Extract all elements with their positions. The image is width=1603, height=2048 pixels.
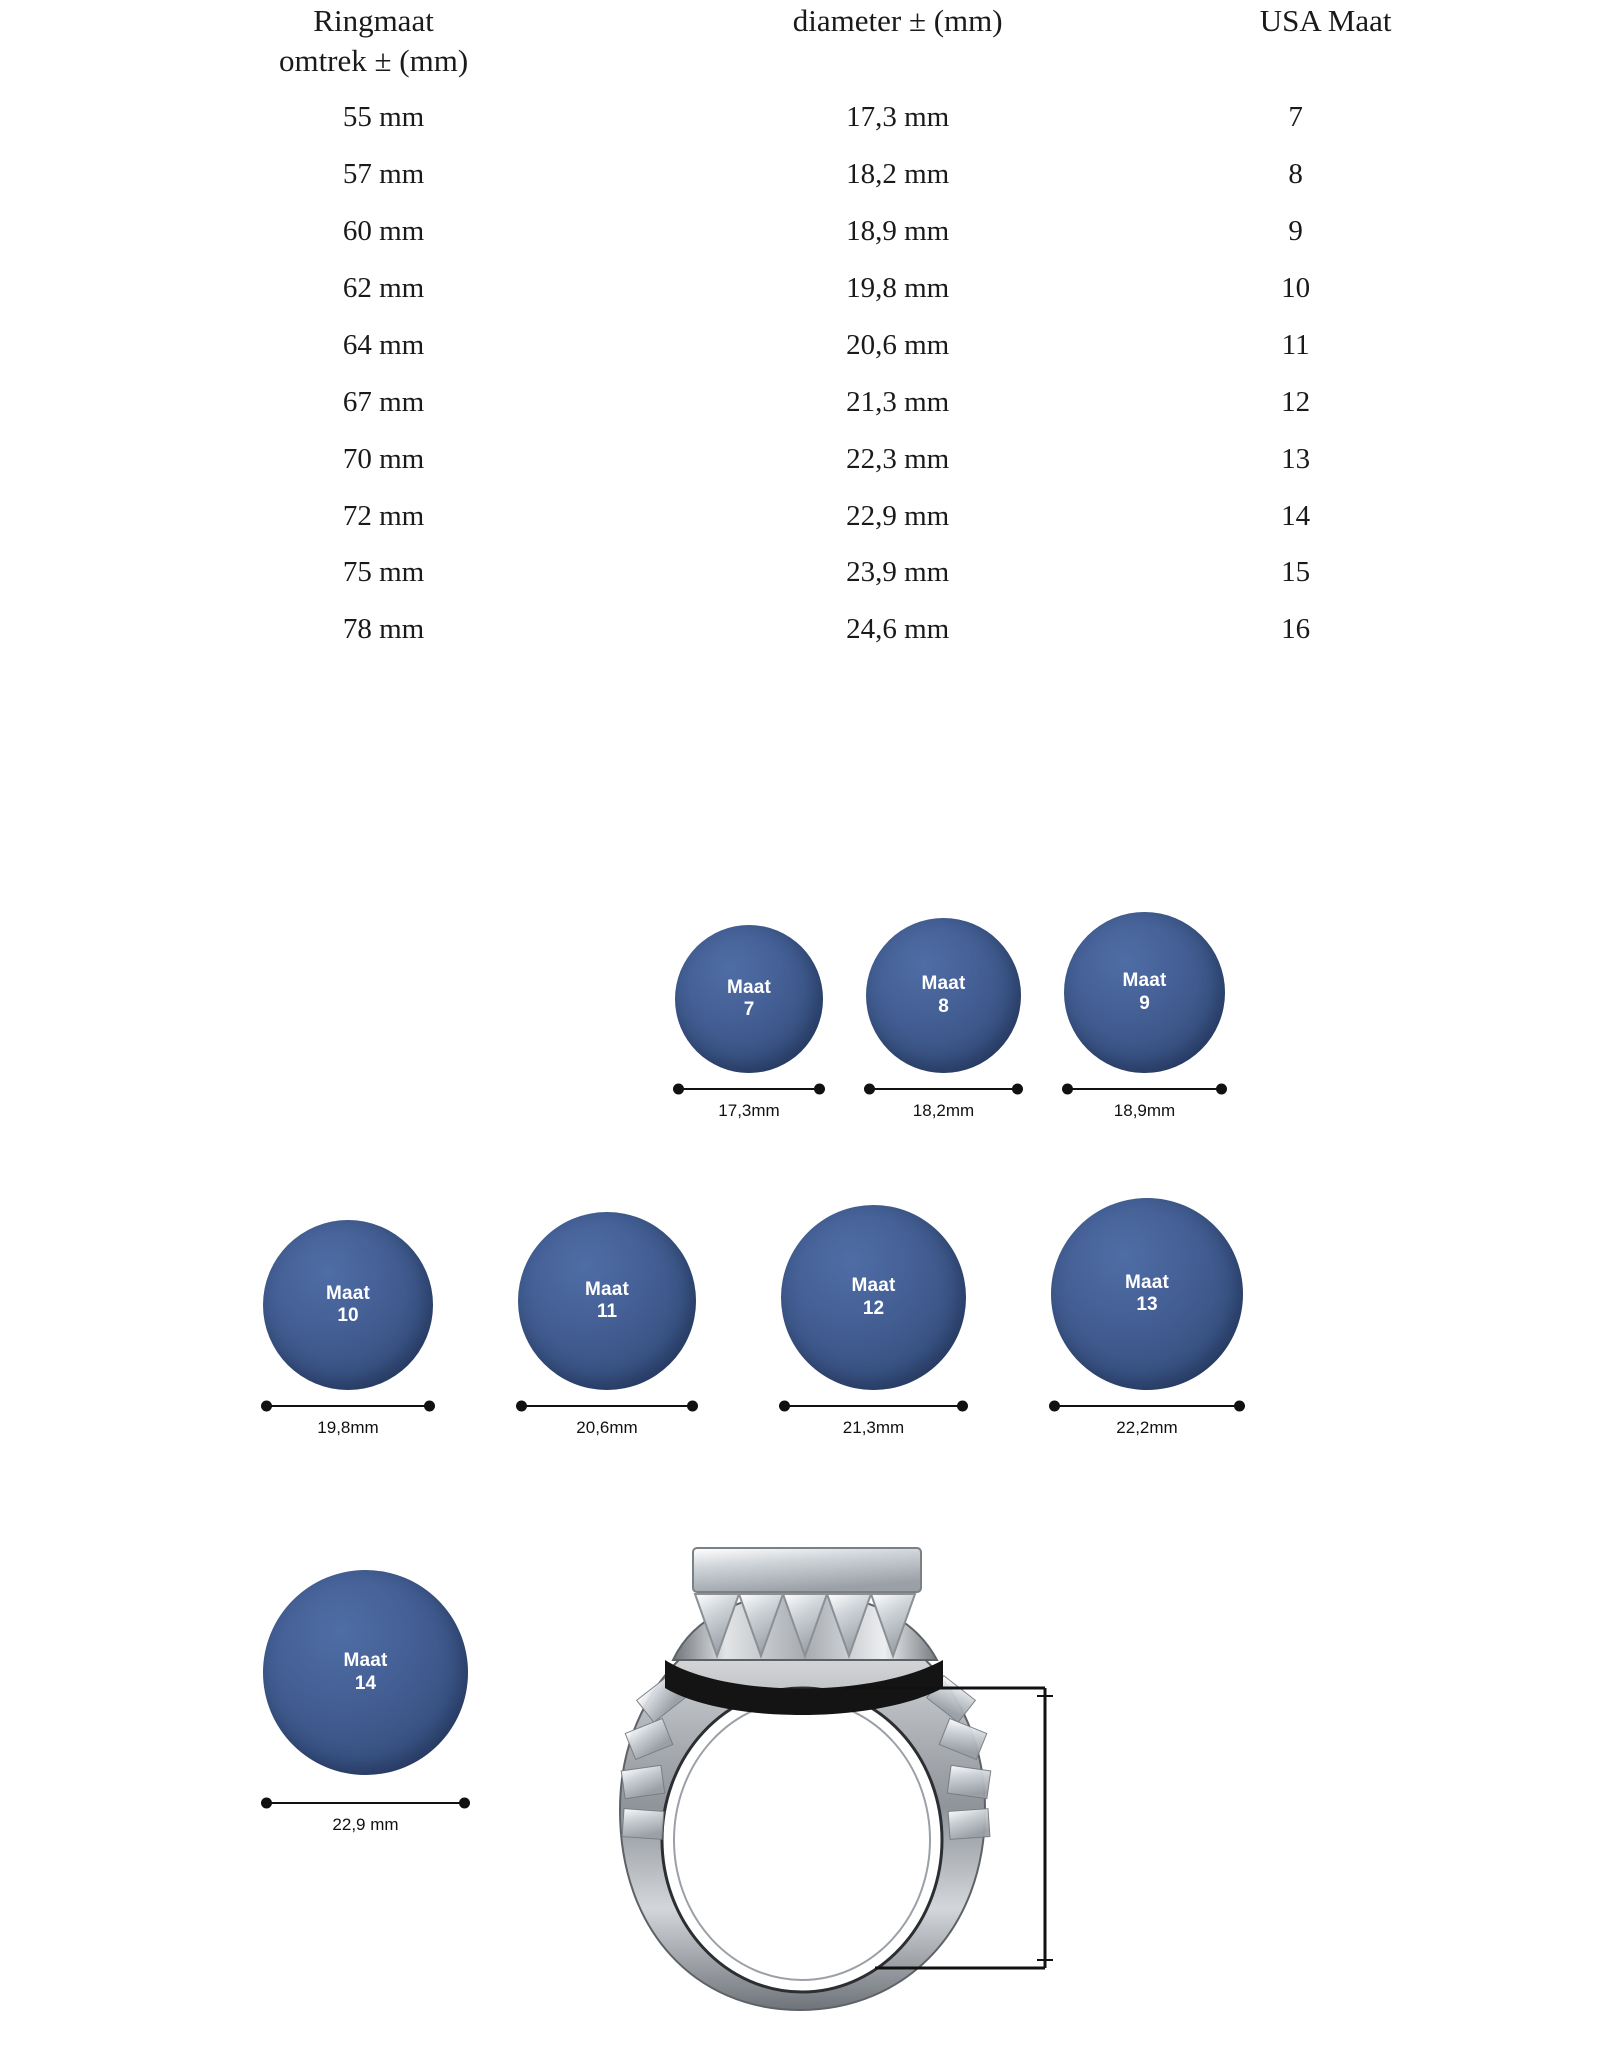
dimension-line (518, 1405, 696, 1407)
dimension-10 (263, 1400, 433, 1438)
table-header-row (112, 0, 1492, 90)
dimension-label: 22,9 mm (332, 1815, 399, 1834)
column-header-omtrek-line1: Ringmaat (313, 3, 434, 38)
size-circle-number: 12 (862, 1297, 885, 1319)
size-circle-8 (866, 918, 1021, 1073)
dimension-bar (1064, 1083, 1225, 1095)
dimension-14 (263, 1797, 468, 1835)
size-circle-label: Maat (851, 1275, 896, 1297)
size-circle-number: 14 (354, 1672, 377, 1694)
size-circle-number: 13 (1136, 1294, 1158, 1315)
circle-row-3 (263, 1570, 468, 1835)
cell-diameter: 23,9 mm (846, 556, 950, 589)
dimension-bar (866, 1083, 1021, 1095)
dimension-label: 19,8mm (317, 1418, 379, 1437)
table-row (112, 147, 1492, 204)
cell-omtrek: 75 mm (342, 556, 425, 589)
dimension-dot-left (261, 1401, 272, 1412)
dimension-line (866, 1088, 1021, 1090)
table-row (112, 375, 1492, 432)
dimension-dot-right (1234, 1401, 1245, 1412)
cell-usa: 10 (1281, 272, 1311, 305)
dimension-dot-right (459, 1798, 470, 1809)
cell-diameter: 21,3 mm (846, 385, 950, 418)
size-circle-item-9 (1064, 912, 1225, 1121)
dimension-dot-left (261, 1798, 272, 1809)
ring-illustration (545, 1510, 1065, 2030)
size-circle-label: Maat (343, 1650, 388, 1672)
size-circle-12 (781, 1205, 966, 1390)
dimension-dot-right (957, 1401, 968, 1412)
column-header-omtrek-line2: omtrek ± (mm) (278, 42, 469, 78)
dimension-bar (263, 1400, 433, 1412)
cell-usa: 13 (1281, 442, 1311, 475)
dimension-line (1064, 1088, 1225, 1090)
dimension-bar (1051, 1400, 1243, 1412)
cell-diameter: 20,6 mm (846, 328, 950, 361)
dimension-line (781, 1405, 966, 1407)
dimension-bar (518, 1400, 696, 1412)
size-circle-label: Maat (726, 976, 772, 998)
size-circle-number: 11 (596, 1301, 618, 1322)
size-circle-13 (1051, 1198, 1243, 1390)
dimension-label: 17,3mm (718, 1101, 780, 1120)
dimension-bar (675, 1083, 823, 1095)
cell-usa: 9 (1288, 215, 1303, 248)
cell-omtrek: 60 mm (342, 215, 425, 248)
dimension-11 (518, 1400, 696, 1438)
dimension-line (263, 1802, 468, 1804)
cell-usa: 14 (1281, 499, 1311, 532)
cell-usa: 7 (1288, 101, 1303, 134)
cell-diameter: 24,6 mm (846, 613, 950, 646)
size-circle-number: 10 (337, 1305, 359, 1326)
size-circle-item-7 (675, 925, 823, 1121)
size-circle-label: Maat (1124, 1271, 1170, 1293)
dimension-9 (1064, 1083, 1225, 1121)
size-circle-item-11 (518, 1212, 696, 1438)
table-row (112, 545, 1492, 602)
table-row (112, 602, 1492, 659)
dimension-dot-right (1216, 1084, 1227, 1095)
dimension-dot-left (516, 1401, 527, 1412)
cell-diameter: 22,9 mm (846, 499, 950, 532)
size-circle-item-14 (263, 1570, 468, 1835)
cell-usa: 11 (1281, 328, 1310, 361)
size-circle-number: 8 (938, 995, 949, 1017)
table-row (112, 489, 1492, 546)
cell-diameter: 22,3 mm (846, 442, 950, 475)
cell-usa: 8 (1288, 158, 1303, 191)
size-circle-11 (518, 1212, 696, 1390)
dimension-dot-right (814, 1084, 825, 1095)
cell-omtrek: 55 mm (342, 101, 425, 134)
dimension-label: 20,6mm (576, 1418, 638, 1437)
size-circle-number: 7 (743, 999, 755, 1020)
dimension-dot-right (424, 1401, 435, 1412)
size-circle-label: Maat (921, 973, 966, 995)
ring-size-table (112, 0, 1492, 659)
dimension-label: 21,3mm (842, 1418, 905, 1437)
dimension-7 (675, 1083, 823, 1121)
dimension-label: 22,2mm (1116, 1418, 1178, 1437)
cell-omtrek: 70 mm (342, 442, 425, 475)
dimension-dot-right (687, 1401, 698, 1412)
table-row (112, 432, 1492, 489)
cell-usa: 15 (1281, 556, 1311, 589)
cell-diameter: 18,9 mm (846, 215, 950, 248)
table-header (112, 0, 1492, 90)
size-circle-10 (263, 1220, 433, 1390)
cell-diameter: 18,2 mm (846, 158, 950, 191)
size-circle-label: Maat (325, 1282, 371, 1304)
size-circle-item-13 (1051, 1198, 1243, 1438)
dimension-line (1051, 1405, 1243, 1407)
size-circle-label: Maat (584, 1278, 630, 1300)
column-header-omtrek (112, 0, 636, 90)
size-circle-number: 9 (1139, 992, 1150, 1014)
cell-omtrek: 67 mm (342, 385, 425, 418)
cell-diameter: 19,8 mm (846, 272, 950, 305)
dimension-12 (781, 1400, 966, 1438)
ring-diagram-svg (545, 1510, 1065, 2030)
dimension-line (675, 1088, 823, 1090)
cell-usa: 12 (1281, 385, 1311, 418)
dimension-dot-left (779, 1401, 790, 1412)
cell-omtrek: 57 mm (342, 158, 425, 191)
cell-usa: 16 (1281, 613, 1311, 646)
dimension-dot-left (1049, 1401, 1060, 1412)
size-circle-item-10 (263, 1220, 433, 1438)
cell-omtrek: 64 mm (342, 328, 425, 361)
dimension-8 (866, 1083, 1021, 1121)
dimension-dot-left (864, 1084, 875, 1095)
cell-diameter: 17,3 mm (846, 101, 950, 134)
dimension-line (263, 1405, 433, 1407)
size-circle-9 (1064, 912, 1225, 1073)
table-body (112, 90, 1492, 659)
dimension-bar (263, 1797, 468, 1809)
table-row (112, 261, 1492, 318)
dimension-13 (1051, 1400, 1243, 1438)
size-circle-7 (675, 925, 823, 1073)
size-circle-label: Maat (1122, 970, 1167, 992)
size-circle-item-8 (866, 918, 1021, 1121)
dimension-label: 18,9mm (1113, 1101, 1176, 1120)
dimension-dot-left (673, 1084, 684, 1095)
dimension-label: 18,2mm (912, 1101, 975, 1120)
circle-row-1 (675, 912, 1225, 1121)
column-header-usa: USA Maat (1259, 3, 1392, 38)
size-circle-14 (263, 1570, 468, 1775)
table-row (112, 90, 1492, 147)
cell-omtrek: 72 mm (342, 499, 425, 532)
cell-omtrek: 62 mm (342, 272, 425, 305)
dimension-dot-right (1012, 1084, 1023, 1095)
table-row (112, 318, 1492, 375)
table-row (112, 204, 1492, 261)
size-circle-item-12 (781, 1205, 966, 1438)
ring-head (673, 1548, 937, 1660)
dimension-bar (781, 1400, 966, 1412)
column-header-diameter: diameter ± (mm) (792, 3, 1003, 38)
dimension-dot-left (1062, 1084, 1073, 1095)
cell-omtrek: 78 mm (342, 613, 425, 646)
circle-row-2 (263, 1198, 1243, 1438)
